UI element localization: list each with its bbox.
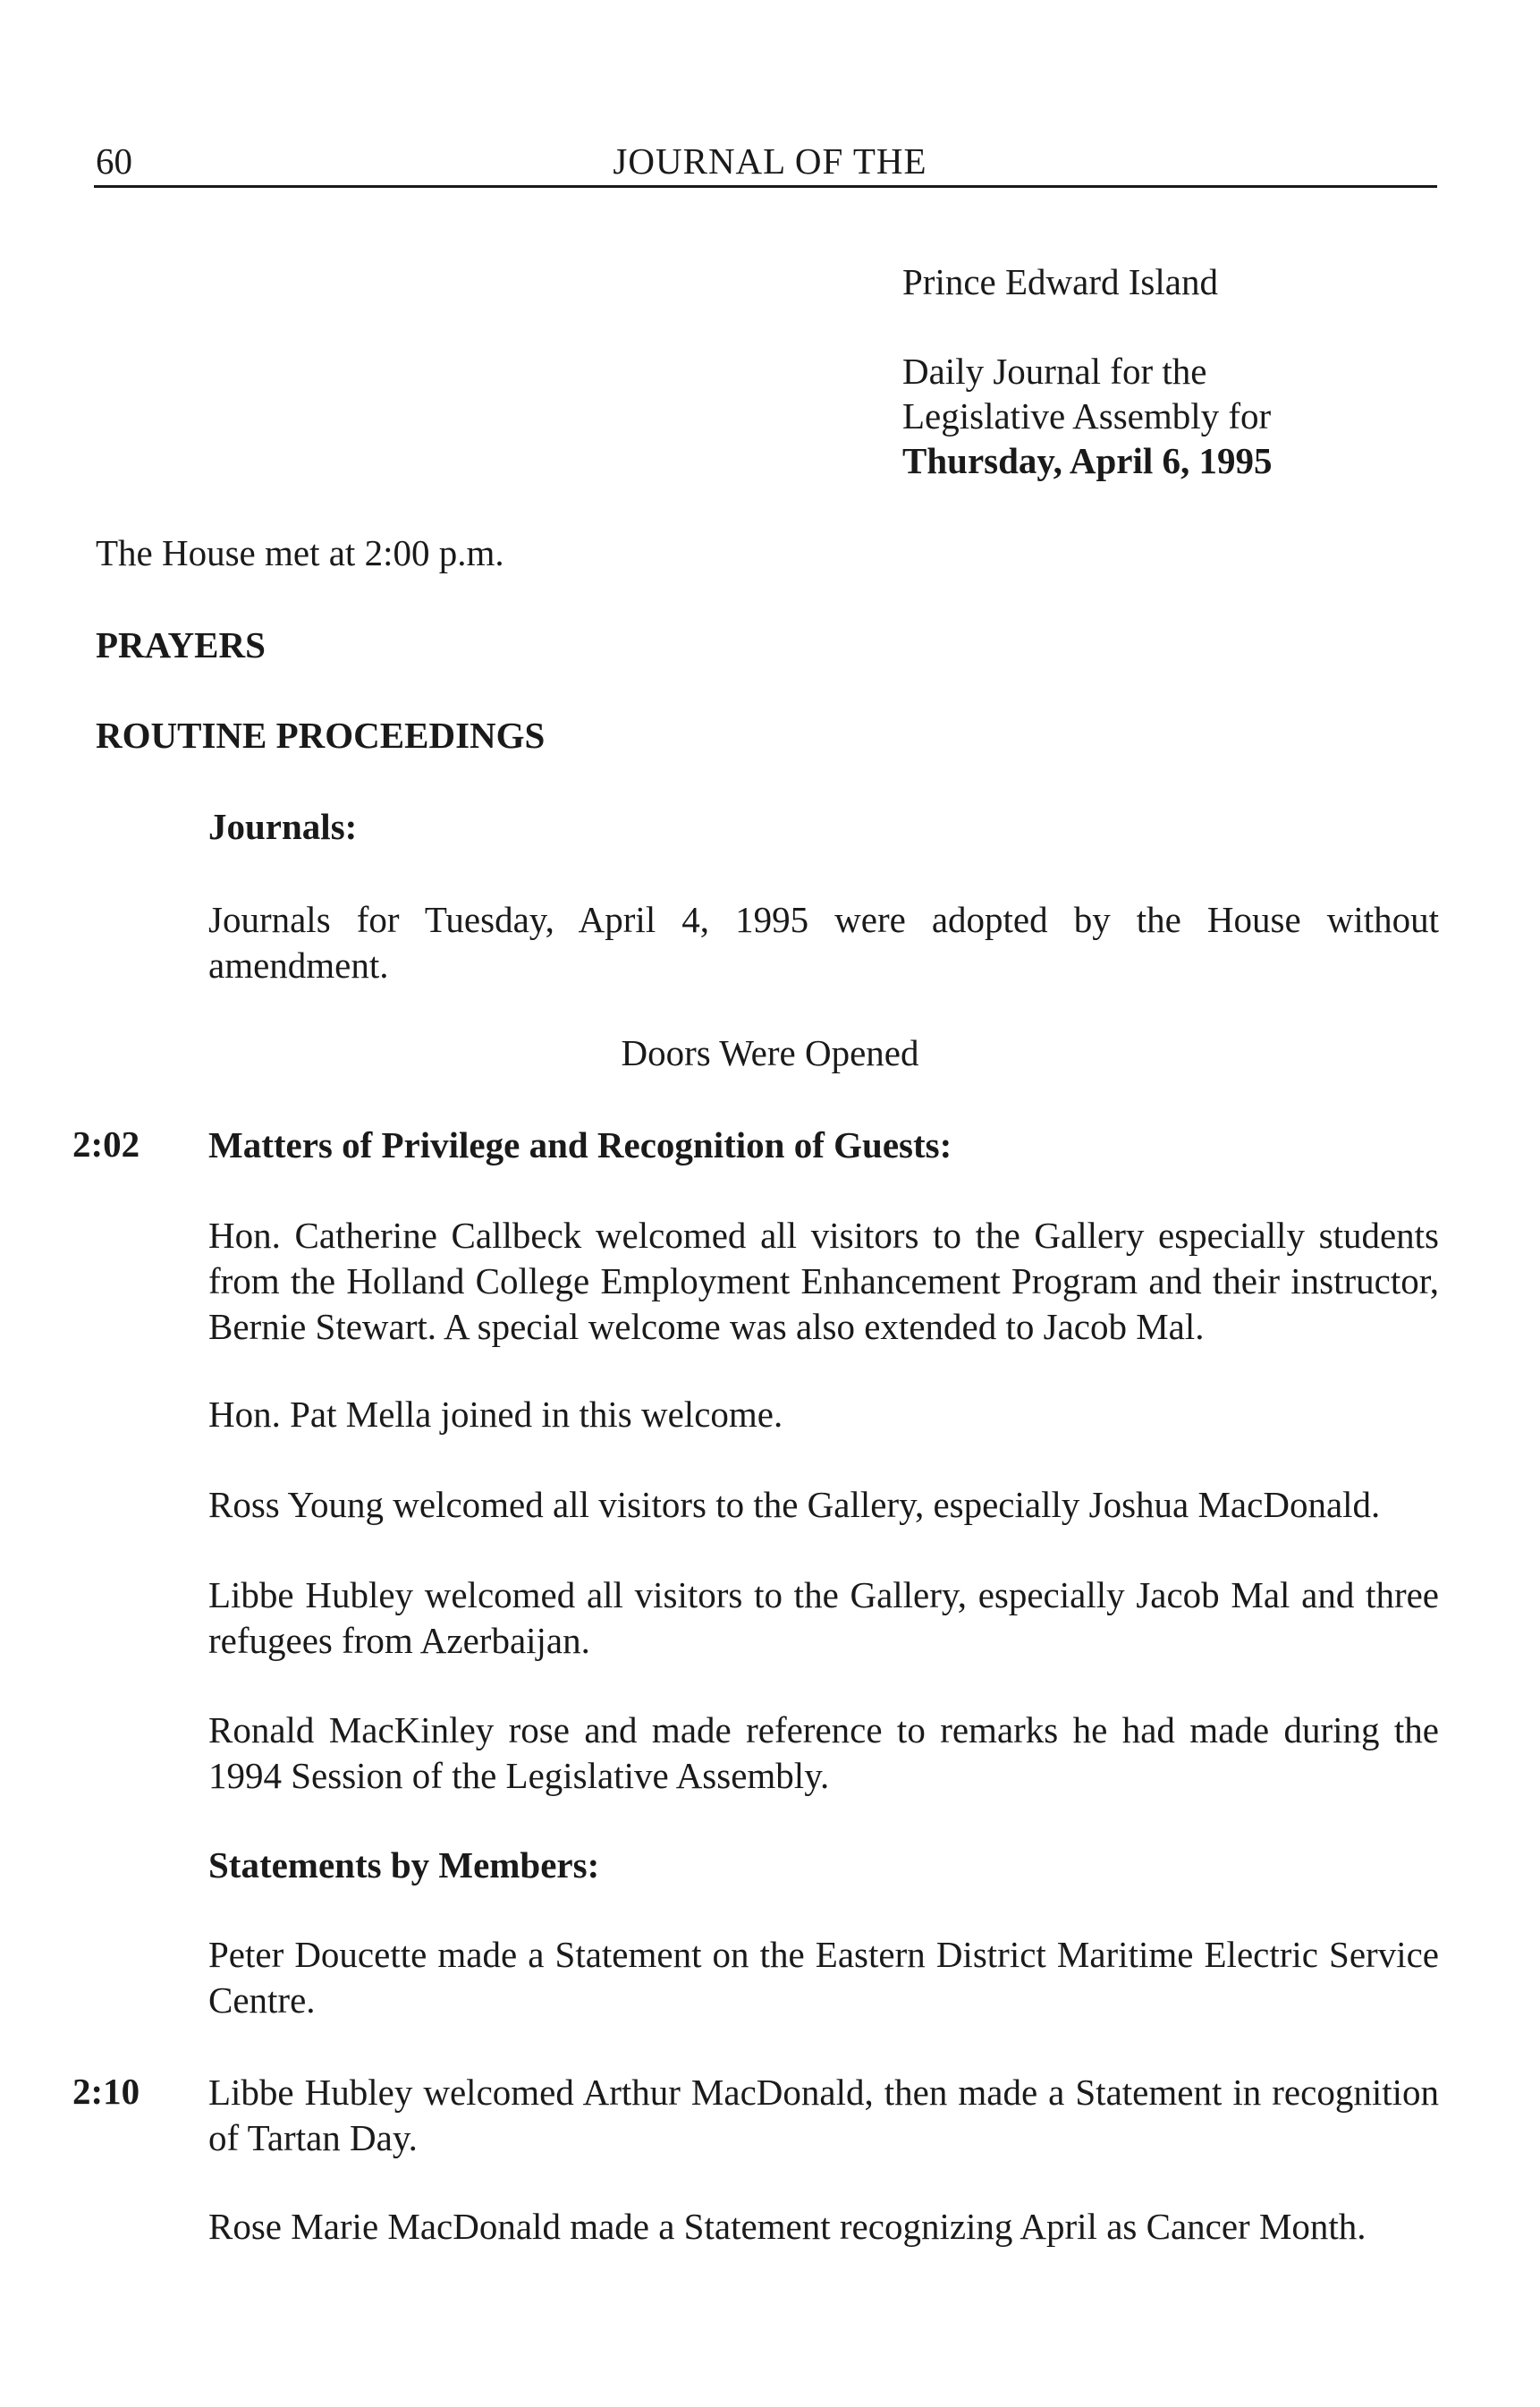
statements-heading: Statements by Members:: [208, 1844, 600, 1886]
time-marker-2-10: 2:10: [72, 2071, 140, 2112]
time-marker-2-02: 2:02: [72, 1123, 140, 1165]
running-title: JOURNAL OF THE: [613, 140, 927, 182]
journal-title-line1: Daily Journal for the: [902, 351, 1207, 392]
privilege-paragraph-1: Hon. Catherine Callbeck welcomed all visitors to the Gallery especially students from the Holland College Employment Enhancement Program and their instructor, Bernie Stewart. A special welcome was also extended to Jacob Mal.: [208, 1215, 1439, 1347]
journal-title-line2: Legislative Assembly for: [902, 395, 1272, 436]
journals-paragraph: Journals for Tuesday, April 4, 1995 were adopted by the House without amendment.: [208, 899, 1439, 986]
journals-heading: Journals:: [208, 806, 358, 847]
doors-opened-note: Doors Were Opened: [621, 1032, 919, 1073]
prayers-heading: PRAYERS: [96, 624, 266, 665]
privilege-paragraph-5: Ronald MacKinley rose and made reference to remarks he had made during the 1994 Session of the Legislative Assembly.: [208, 1709, 1439, 1796]
privilege-heading: Matters of Privilege and Recognition of Guests:: [208, 1124, 952, 1165]
privilege-paragraph-2: Hon. Pat Mella joined in this welcome.: [208, 1394, 783, 1435]
routine-proceedings-heading: ROUTINE PROCEEDINGS: [96, 715, 546, 756]
opening-statement: The House met at 2:00 p.m.: [96, 532, 504, 573]
province-name: Prince Edward Island: [902, 261, 1218, 302]
sitting-date: Thursday, April 6, 1995: [902, 440, 1273, 481]
privilege-paragraph-3: Ross Young welcomed all visitors to the Gallery, especially Joshua MacDonald.: [208, 1484, 1381, 1525]
privilege-paragraph-4: Libbe Hubley welcomed all visitors to the Gallery, especially Jacob Mal and three refugees from Azerbaijan.: [208, 1574, 1439, 1661]
statements-paragraph-1: Peter Doucette made a Statement on the Eastern District Maritime Electric Service Centre.: [208, 1934, 1439, 2021]
statements-paragraph-3: Rose Marie MacDonald made a Statement recognizing April as Cancer Month.: [208, 2206, 1367, 2247]
page-number: 60: [96, 140, 132, 182]
header-rule: [94, 185, 1437, 188]
statements-paragraph-2: Libbe Hubley welcomed Arthur MacDonald, then made a Statement in recognition of Tartan Day.: [208, 2072, 1439, 2158]
